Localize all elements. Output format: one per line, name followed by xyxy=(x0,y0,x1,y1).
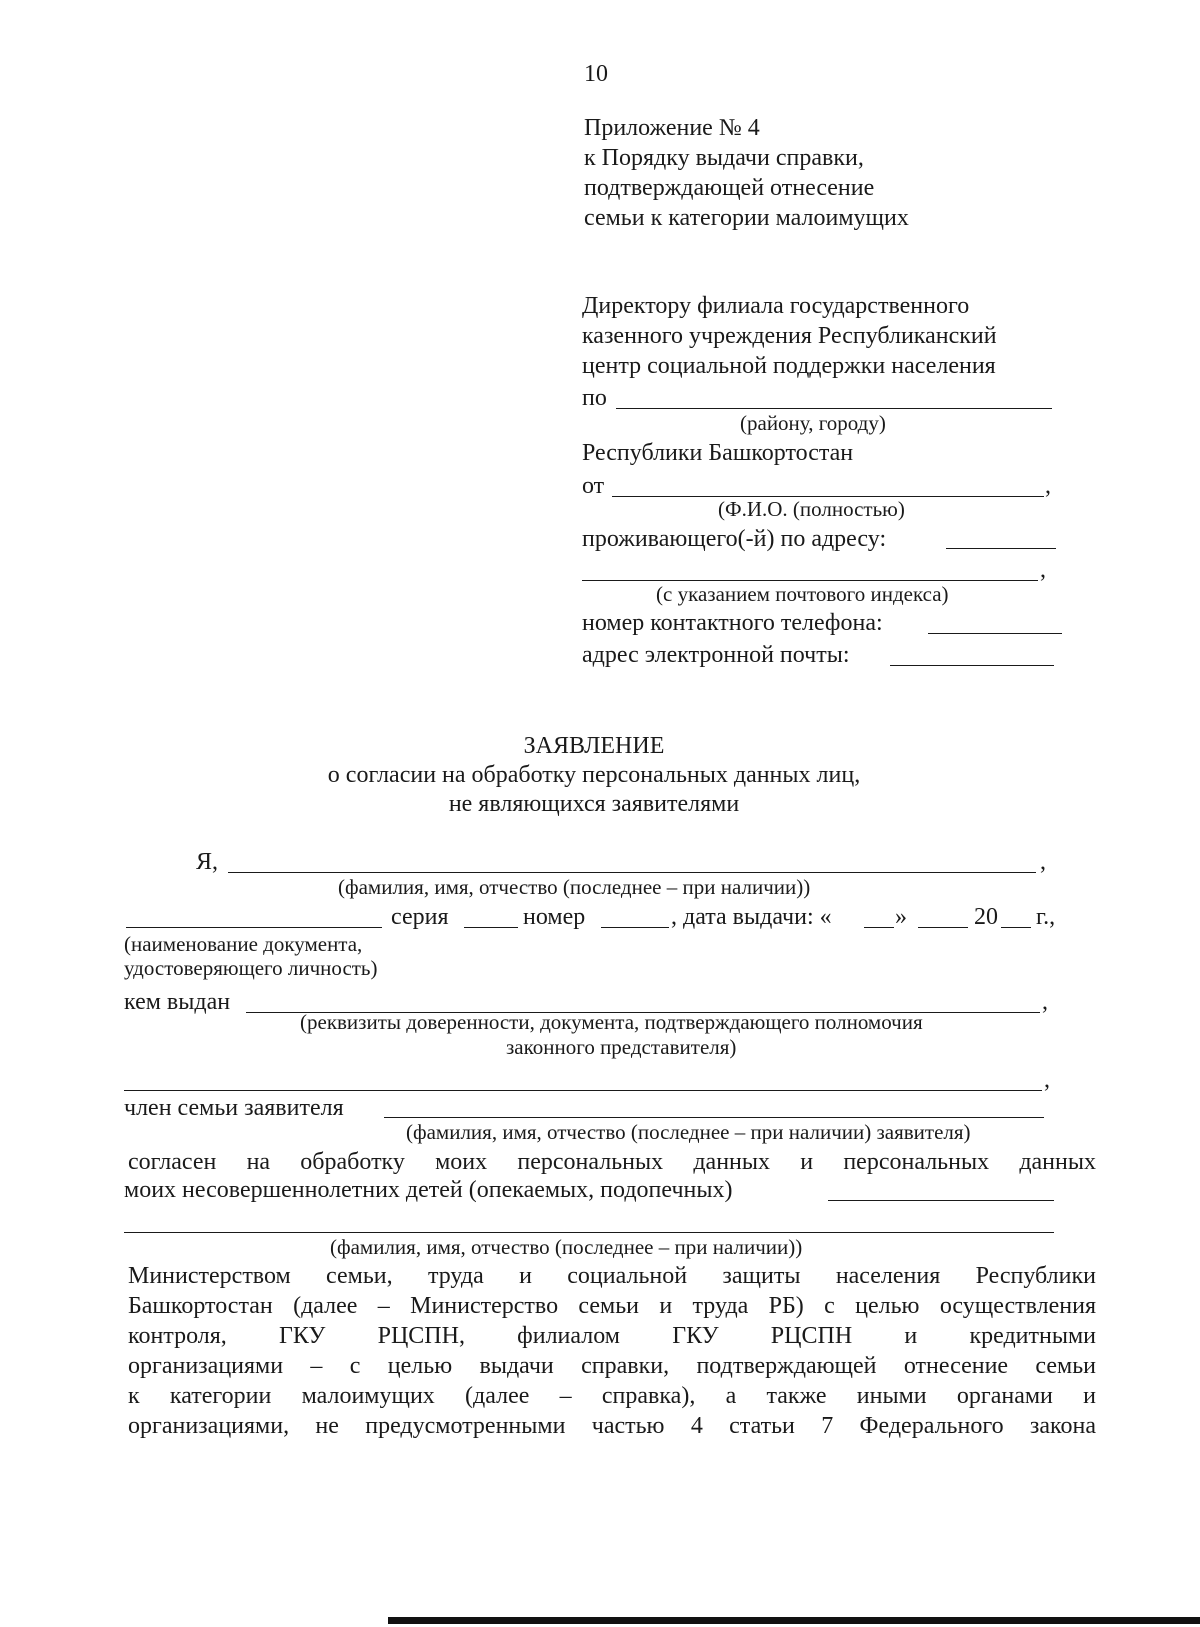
year-field-line[interactable] xyxy=(1001,927,1031,928)
proxy-field-line[interactable] xyxy=(124,1090,1042,1091)
comma: , xyxy=(1045,473,1051,499)
body-line: контроля, ГКУ РЦСПН, филиалом ГКУ РЦСПН и кредитными xyxy=(128,1323,1096,1349)
po-label: по xyxy=(582,385,607,411)
comma: , xyxy=(1044,1067,1050,1093)
email-field-line[interactable] xyxy=(890,665,1054,666)
fio-hint: (Ф.И.О. (полностью) xyxy=(718,497,905,521)
comma: , xyxy=(1040,849,1046,875)
date-label: , дата выдачи: « xyxy=(671,904,832,930)
phone-label: номер контактного телефона: xyxy=(582,610,883,636)
date-close: » xyxy=(895,904,907,930)
fio-hint: (фамилия, имя, отчество (последнее – при наличии)) xyxy=(338,875,811,899)
body-line: к категории малоимущих (далее – справка), а также иными органами и xyxy=(128,1383,1096,1409)
proxy-hint-1: (реквизиты доверенности, документа, подтверждающего полномочия xyxy=(300,1010,923,1034)
page-number: 10 xyxy=(584,61,608,87)
scan-edge-bar xyxy=(388,1617,1200,1624)
fio-field-line[interactable] xyxy=(228,872,1036,873)
annex-line: Приложение № 4 xyxy=(584,115,760,141)
day-field-line[interactable] xyxy=(864,927,894,928)
postal-hint: (с указанием почтового индекса) xyxy=(656,582,949,606)
title-sub-2: не являющихся заявителями xyxy=(448,791,740,817)
annex-line: к Порядку выдачи справки, xyxy=(584,145,864,171)
republic-label: Республики Башкортостан xyxy=(582,440,854,466)
annex-line: семьи к категории малоимущих xyxy=(584,205,909,231)
address-field-line-2[interactable] xyxy=(582,580,1038,581)
month-field-line[interactable] xyxy=(918,927,968,928)
body-line: организациями, не предусмотренными частью 4 статьи 7 Федерального закона xyxy=(128,1413,1096,1439)
body-line: организациями – с целью выдачи справки, подтверждающей отнесение семьи xyxy=(128,1353,1096,1379)
title-sub-1: о согласии на обработку персональных данных лиц, xyxy=(327,762,861,788)
nomer-field-line[interactable] xyxy=(601,927,669,928)
year-prefix: 20 xyxy=(974,904,998,930)
district-field-line[interactable] xyxy=(616,408,1052,409)
body-line: Башкортостан (далее – Министерство семьи и труда РБ) с целью осуществления xyxy=(128,1293,1096,1319)
email-label: адрес электронной почты: xyxy=(582,642,850,668)
ot-label: от xyxy=(582,473,605,499)
body-line: Министерством семьи, труда и социальной защиты населения Республики xyxy=(128,1263,1096,1289)
doc-hint-2: удостоверяющего личность) xyxy=(124,956,378,980)
children-hint: (фамилия, имя, отчество (последнее – при наличии)) xyxy=(330,1235,803,1259)
phone-field-line[interactable] xyxy=(928,633,1062,634)
comma: , xyxy=(1042,989,1048,1015)
annex-line: подтверждающей отнесение xyxy=(584,175,875,201)
document-name-field-line[interactable] xyxy=(126,927,382,928)
seria-field-line[interactable] xyxy=(464,927,518,928)
children-field-line[interactable] xyxy=(828,1200,1054,1201)
comma: , xyxy=(1040,557,1046,583)
ya-label: Я, xyxy=(196,849,219,875)
family-member-label: член семьи заявителя xyxy=(124,1095,344,1121)
doc-hint-1: (наименование документа, xyxy=(124,932,363,956)
addressee-line: Директору филиала государственного xyxy=(582,293,970,319)
issued-by-label: кем выдан xyxy=(124,989,231,1015)
consent-line-2: моих несовершеннолетних детей (опекаемых, подопечных) xyxy=(124,1177,733,1203)
district-hint: (району, городу) xyxy=(740,411,886,435)
consent-line-1: согласен на обработку моих персональных данных и персональных данных xyxy=(128,1149,1096,1175)
nomer-label: номер xyxy=(523,904,586,930)
addressee-line: казенного учреждения Республиканский xyxy=(582,323,997,349)
address-field-line[interactable] xyxy=(946,548,1056,549)
proxy-hint-2: законного представителя) xyxy=(506,1035,737,1059)
seria-label: серия xyxy=(391,904,449,930)
year-suffix: г., xyxy=(1036,904,1056,930)
residing-label: проживающего(-й) по адресу: xyxy=(582,526,887,552)
applicant-field-line[interactable] xyxy=(384,1117,1044,1118)
applicant-hint: (фамилия, имя, отчество (последнее – при наличии) заявителя) xyxy=(406,1120,971,1144)
page-title: ЗАЯВЛЕНИЕ xyxy=(523,733,665,759)
addressee-line: центр социальной поддержки населения xyxy=(582,353,996,379)
children-field-line-2[interactable] xyxy=(124,1232,1054,1233)
